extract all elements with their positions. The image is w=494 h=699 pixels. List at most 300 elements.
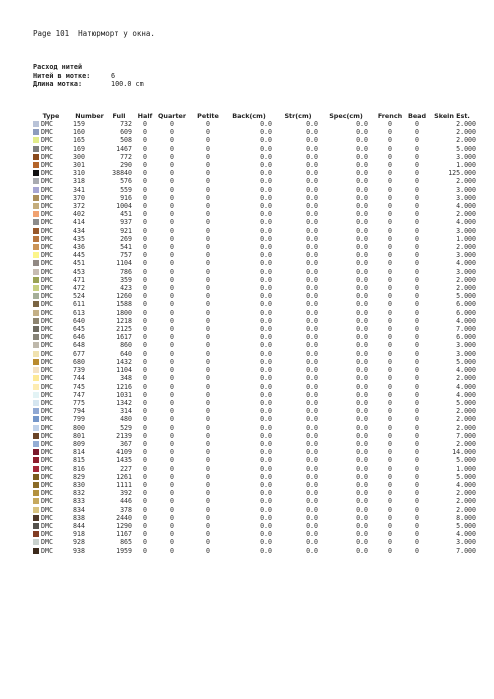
cell-full: 1218: [116, 316, 132, 325]
cell-str: 0.0: [306, 316, 318, 325]
cell-number: 794: [73, 407, 85, 416]
cell-skein: 2.000: [456, 497, 476, 506]
color-swatch: [33, 498, 39, 504]
cell-skein: 2.000: [456, 128, 476, 137]
cell-half: 0: [143, 226, 147, 235]
cell-type: [33, 300, 69, 308]
cell-back: 0.0: [260, 284, 272, 293]
cell-spec: 0.0: [356, 382, 368, 391]
cell-full: 2125: [116, 325, 132, 334]
cell-type: [33, 202, 69, 210]
strands-label: Нитей в мотке:: [33, 71, 91, 80]
cell-bead: 0: [415, 234, 419, 243]
cell-number: 928: [73, 538, 85, 547]
cell-half: 0: [143, 210, 147, 219]
cell-back: 0.0: [260, 357, 272, 366]
type-label: DMC: [41, 267, 53, 276]
cell-full: 446: [120, 497, 132, 506]
table-row: [33, 309, 476, 317]
cell-skein: 6.000: [456, 333, 476, 342]
color-swatch: [33, 342, 39, 348]
cell-quarter: 0: [170, 423, 174, 432]
cell-number: 301: [73, 161, 85, 170]
cell-type: [33, 358, 69, 366]
table-row: [33, 448, 476, 456]
cell-skein: 1.000: [456, 234, 476, 243]
cell-back: 0.0: [260, 521, 272, 530]
table-row: [33, 399, 476, 407]
cell-spec: 0.0: [356, 243, 368, 252]
length-value: 100.0 cm: [111, 80, 144, 89]
cell-back: 0.0: [260, 259, 272, 268]
cell-number: 611: [73, 300, 85, 309]
cell-spec: 0.0: [356, 161, 368, 170]
table-row: [33, 432, 476, 440]
cell-petite: 0: [206, 226, 210, 235]
cell-skein: 2.000: [456, 415, 476, 424]
cell-half: 0: [143, 152, 147, 161]
cell-skein: 1.000: [456, 161, 476, 170]
type-label: DMC: [41, 448, 53, 457]
cell-bead: 0: [415, 423, 419, 432]
cell-back: 0.0: [260, 185, 272, 194]
cell-number: 801: [73, 431, 85, 440]
cell-french: 0: [388, 218, 392, 227]
cell-type: [33, 284, 69, 292]
cell-petite: 0: [206, 292, 210, 301]
cell-full: 290: [120, 161, 132, 170]
cell-back: 0.0: [260, 333, 272, 342]
table-row: [33, 465, 476, 473]
cell-half: 0: [143, 234, 147, 243]
cell-type: [33, 506, 69, 514]
cell-full: 4109: [116, 448, 132, 457]
cell-full: 1290: [116, 521, 132, 530]
table-row: [33, 227, 476, 235]
color-swatch: [33, 392, 39, 398]
cell-spec: 0.0: [356, 415, 368, 424]
type-label: DMC: [41, 464, 53, 473]
cell-petite: 0: [206, 177, 210, 186]
cell-skein: 2.000: [456, 136, 476, 145]
cell-half: 0: [143, 398, 147, 407]
type-label: DMC: [41, 382, 53, 391]
cell-half: 0: [143, 439, 147, 448]
cell-french: 0: [388, 513, 392, 522]
cell-bead: 0: [415, 357, 419, 366]
color-swatch: [33, 367, 39, 373]
page-title: Page 101 Натюрморт у окна.: [33, 29, 155, 38]
cell-type: [33, 366, 69, 374]
type-label: DMC: [41, 513, 53, 522]
cell-full: 1104: [116, 366, 132, 375]
cell-half: 0: [143, 292, 147, 301]
cell-french: 0: [388, 423, 392, 432]
cell-spec: 0.0: [356, 398, 368, 407]
cell-bead: 0: [415, 185, 419, 194]
color-swatch: [33, 531, 39, 537]
cell-skein: 1.000: [456, 464, 476, 473]
cell-full: 1342: [116, 398, 132, 407]
cell-bead: 0: [415, 415, 419, 424]
cell-spec: 0.0: [356, 267, 368, 276]
cell-half: 0: [143, 243, 147, 252]
cell-number: 815: [73, 456, 85, 465]
cell-bead: 0: [415, 513, 419, 522]
cell-bead: 0: [415, 439, 419, 448]
table-row: [33, 514, 476, 522]
cell-type: [33, 341, 69, 349]
cell-skein: 5.000: [456, 292, 476, 301]
cell-number: 169: [73, 144, 85, 153]
cell-str: 0.0: [306, 144, 318, 153]
cell-type: [33, 432, 69, 440]
table-row: [33, 497, 476, 505]
cell-number: 414: [73, 218, 85, 227]
cell-back: 0.0: [260, 218, 272, 227]
table-row: [33, 333, 476, 341]
cell-str: 0.0: [306, 177, 318, 186]
table-row: [33, 350, 476, 358]
col-type: Type: [42, 111, 60, 120]
cell-type: [33, 415, 69, 423]
cell-back: 0.0: [260, 480, 272, 489]
cell-skein: 2.000: [456, 177, 476, 186]
cell-skein: 2.000: [456, 210, 476, 219]
cell-quarter: 0: [170, 333, 174, 342]
cell-spec: 0.0: [356, 226, 368, 235]
cell-back: 0.0: [260, 177, 272, 186]
cell-spec: 0.0: [356, 333, 368, 342]
color-swatch: [33, 474, 39, 480]
cell-french: 0: [388, 480, 392, 489]
cell-quarter: 0: [170, 308, 174, 317]
cell-str: 0.0: [306, 169, 318, 178]
cell-quarter: 0: [170, 366, 174, 375]
cell-half: 0: [143, 341, 147, 350]
cell-french: 0: [388, 185, 392, 194]
cell-bead: 0: [415, 448, 419, 457]
cell-petite: 0: [206, 161, 210, 170]
cell-back: 0.0: [260, 292, 272, 301]
cell-full: 772: [120, 152, 132, 161]
cell-back: 0.0: [260, 226, 272, 235]
cell-back: 0.0: [260, 341, 272, 350]
table-row: [33, 136, 476, 144]
cell-bead: 0: [415, 325, 419, 334]
cell-type: [33, 497, 69, 505]
type-label: DMC: [41, 169, 53, 178]
cell-skein: 3.000: [456, 349, 476, 358]
cell-half: 0: [143, 251, 147, 260]
cell-half: 0: [143, 464, 147, 473]
cell-type: [33, 194, 69, 202]
cell-number: 472: [73, 284, 85, 293]
cell-french: 0: [388, 325, 392, 334]
cell-bead: 0: [415, 489, 419, 498]
cell-quarter: 0: [170, 439, 174, 448]
cell-full: 1432: [116, 357, 132, 366]
cell-type: [33, 383, 69, 391]
color-swatch: [33, 457, 39, 463]
cell-bead: 0: [415, 505, 419, 514]
cell-full: 732: [120, 120, 132, 128]
cell-french: 0: [388, 316, 392, 325]
cell-full: 559: [120, 185, 132, 194]
type-label: DMC: [41, 341, 53, 350]
cell-spec: 0.0: [356, 538, 368, 547]
cell-number: 370: [73, 193, 85, 202]
type-label: DMC: [41, 234, 53, 243]
cell-french: 0: [388, 439, 392, 448]
cell-french: 0: [388, 210, 392, 219]
cell-str: 0.0: [306, 234, 318, 243]
table-row: [33, 424, 476, 432]
cell-petite: 0: [206, 243, 210, 252]
cell-half: 0: [143, 185, 147, 194]
col-back: Back(cm): [232, 111, 266, 120]
col-skein: Skein Est.: [434, 111, 470, 120]
color-swatch: [33, 384, 39, 390]
cell-type: [33, 251, 69, 259]
cell-french: 0: [388, 259, 392, 268]
cell-half: 0: [143, 448, 147, 457]
cell-french: 0: [388, 251, 392, 260]
type-label: DMC: [41, 144, 53, 153]
cell-bead: 0: [415, 128, 419, 137]
cell-quarter: 0: [170, 497, 174, 506]
cell-half: 0: [143, 308, 147, 317]
table-row: [33, 481, 476, 489]
cell-skein: 4.000: [456, 390, 476, 399]
cell-petite: 0: [206, 349, 210, 358]
type-label: DMC: [41, 316, 53, 325]
table-row: [33, 259, 476, 267]
cell-back: 0.0: [260, 546, 272, 555]
cell-french: 0: [388, 152, 392, 161]
table-row: [33, 161, 476, 169]
cell-str: 0.0: [306, 284, 318, 293]
cell-full: 786: [120, 267, 132, 276]
table-row: [33, 169, 476, 177]
cell-str: 0.0: [306, 374, 318, 383]
cell-type: [33, 399, 69, 407]
cell-quarter: 0: [170, 546, 174, 555]
table-row: [33, 358, 476, 366]
cell-french: 0: [388, 169, 392, 178]
cell-spec: 0.0: [356, 464, 368, 473]
cell-full: 1216: [116, 382, 132, 391]
cell-skein: 3.000: [456, 341, 476, 350]
cell-spec: 0.0: [356, 177, 368, 186]
cell-half: 0: [143, 423, 147, 432]
cell-half: 0: [143, 530, 147, 539]
cell-number: 677: [73, 349, 85, 358]
thread-rows: [33, 120, 476, 555]
table-row: [33, 292, 476, 300]
table-row: [33, 268, 476, 276]
table-row: [33, 235, 476, 243]
type-label: DMC: [41, 251, 53, 260]
cell-quarter: 0: [170, 382, 174, 391]
cell-half: 0: [143, 480, 147, 489]
cell-type: [33, 227, 69, 235]
cell-petite: 0: [206, 390, 210, 399]
table-row: [33, 456, 476, 464]
cell-back: 0.0: [260, 530, 272, 539]
cell-bead: 0: [415, 259, 419, 268]
cell-full: 38840: [112, 169, 132, 178]
cell-bead: 0: [415, 144, 419, 153]
cell-half: 0: [143, 128, 147, 137]
cell-full: 1031: [116, 390, 132, 399]
col-full: Full: [112, 111, 126, 120]
cell-french: 0: [388, 177, 392, 186]
cell-spec: 0.0: [356, 407, 368, 416]
cell-str: 0.0: [306, 341, 318, 350]
cell-type: [33, 325, 69, 333]
cell-type: [33, 136, 69, 144]
cell-french: 0: [388, 275, 392, 284]
cell-spec: 0.0: [356, 390, 368, 399]
cell-half: 0: [143, 456, 147, 465]
color-swatch: [33, 416, 39, 422]
cell-half: 0: [143, 374, 147, 383]
cell-french: 0: [388, 144, 392, 153]
cell-type: [33, 292, 69, 300]
cell-skein: 4.000: [456, 316, 476, 325]
cell-half: 0: [143, 300, 147, 309]
cell-french: 0: [388, 136, 392, 145]
cell-petite: 0: [206, 325, 210, 334]
cell-type: [33, 169, 69, 177]
cell-back: 0.0: [260, 210, 272, 219]
cell-back: 0.0: [260, 136, 272, 145]
type-label: DMC: [41, 431, 53, 440]
strands-value: 6: [111, 71, 116, 80]
cell-str: 0.0: [306, 218, 318, 227]
cell-str: 0.0: [306, 357, 318, 366]
cell-french: 0: [388, 120, 392, 128]
cell-skein: 4.000: [456, 382, 476, 391]
type-label: DMC: [41, 546, 53, 555]
color-swatch: [33, 285, 39, 291]
cell-petite: 0: [206, 546, 210, 555]
cell-bead: 0: [415, 275, 419, 284]
cell-half: 0: [143, 202, 147, 211]
cell-str: 0.0: [306, 497, 318, 506]
type-label: DMC: [41, 489, 53, 498]
cell-french: 0: [388, 382, 392, 391]
type-label: DMC: [41, 136, 53, 145]
cell-quarter: 0: [170, 349, 174, 358]
table-row: [33, 153, 476, 161]
table-row: [33, 251, 476, 259]
color-swatch: [33, 425, 39, 431]
type-label: DMC: [41, 357, 53, 366]
cell-half: 0: [143, 546, 147, 555]
table-row: [33, 300, 476, 308]
cell-str: 0.0: [306, 136, 318, 145]
cell-spec: 0.0: [356, 489, 368, 498]
cell-skein: 5.000: [456, 398, 476, 407]
cell-spec: 0.0: [356, 366, 368, 375]
cell-spec: 0.0: [356, 497, 368, 506]
cell-bead: 0: [415, 152, 419, 161]
table-row: [33, 120, 476, 128]
cell-petite: 0: [206, 136, 210, 145]
cell-spec: 0.0: [356, 275, 368, 284]
cell-str: 0.0: [306, 472, 318, 481]
cell-bead: 0: [415, 316, 419, 325]
cell-type: [33, 407, 69, 415]
cell-half: 0: [143, 521, 147, 530]
cell-half: 0: [143, 349, 147, 358]
type-label: DMC: [41, 128, 53, 137]
summary-heading-row: [33, 63, 144, 72]
cell-spec: 0.0: [356, 210, 368, 219]
cell-french: 0: [388, 308, 392, 317]
table-row: [33, 276, 476, 284]
type-label: DMC: [41, 390, 53, 399]
col-number: Number: [75, 111, 104, 120]
cell-bead: 0: [415, 521, 419, 530]
cell-spec: 0.0: [356, 316, 368, 325]
cell-number: 800: [73, 423, 85, 432]
cell-bead: 0: [415, 177, 419, 186]
cell-type: [33, 161, 69, 169]
cell-full: 1261: [116, 472, 132, 481]
cell-skein: 2.000: [456, 284, 476, 293]
cell-quarter: 0: [170, 456, 174, 465]
cell-type: [33, 374, 69, 382]
cell-str: 0.0: [306, 292, 318, 301]
cell-skein: 3.000: [456, 226, 476, 235]
cell-back: 0.0: [260, 234, 272, 243]
cell-str: 0.0: [306, 202, 318, 211]
cell-petite: 0: [206, 374, 210, 383]
color-swatch: [33, 162, 39, 168]
cell-full: 921: [120, 226, 132, 235]
type-label: DMC: [41, 120, 53, 128]
cell-type: [33, 153, 69, 161]
cell-half: 0: [143, 161, 147, 170]
table-row: [33, 538, 476, 546]
cell-petite: 0: [206, 530, 210, 539]
cell-half: 0: [143, 431, 147, 440]
cell-str: 0.0: [306, 456, 318, 465]
cell-petite: 0: [206, 333, 210, 342]
table-row: [33, 186, 476, 194]
cell-skein: 4.000: [456, 259, 476, 268]
cell-str: 0.0: [306, 308, 318, 317]
color-swatch: [33, 310, 39, 316]
cell-type: [33, 218, 69, 226]
cell-type: [33, 128, 69, 136]
cell-type: [33, 547, 69, 555]
cell-spec: 0.0: [356, 185, 368, 194]
cell-bead: 0: [415, 497, 419, 506]
color-swatch: [33, 121, 39, 127]
cell-full: 576: [120, 177, 132, 186]
cell-petite: 0: [206, 218, 210, 227]
cell-petite: 0: [206, 210, 210, 219]
cell-back: 0.0: [260, 374, 272, 383]
cell-skein: 2.000: [456, 423, 476, 432]
cell-bead: 0: [415, 530, 419, 539]
cell-back: 0.0: [260, 316, 272, 325]
cell-quarter: 0: [170, 185, 174, 194]
